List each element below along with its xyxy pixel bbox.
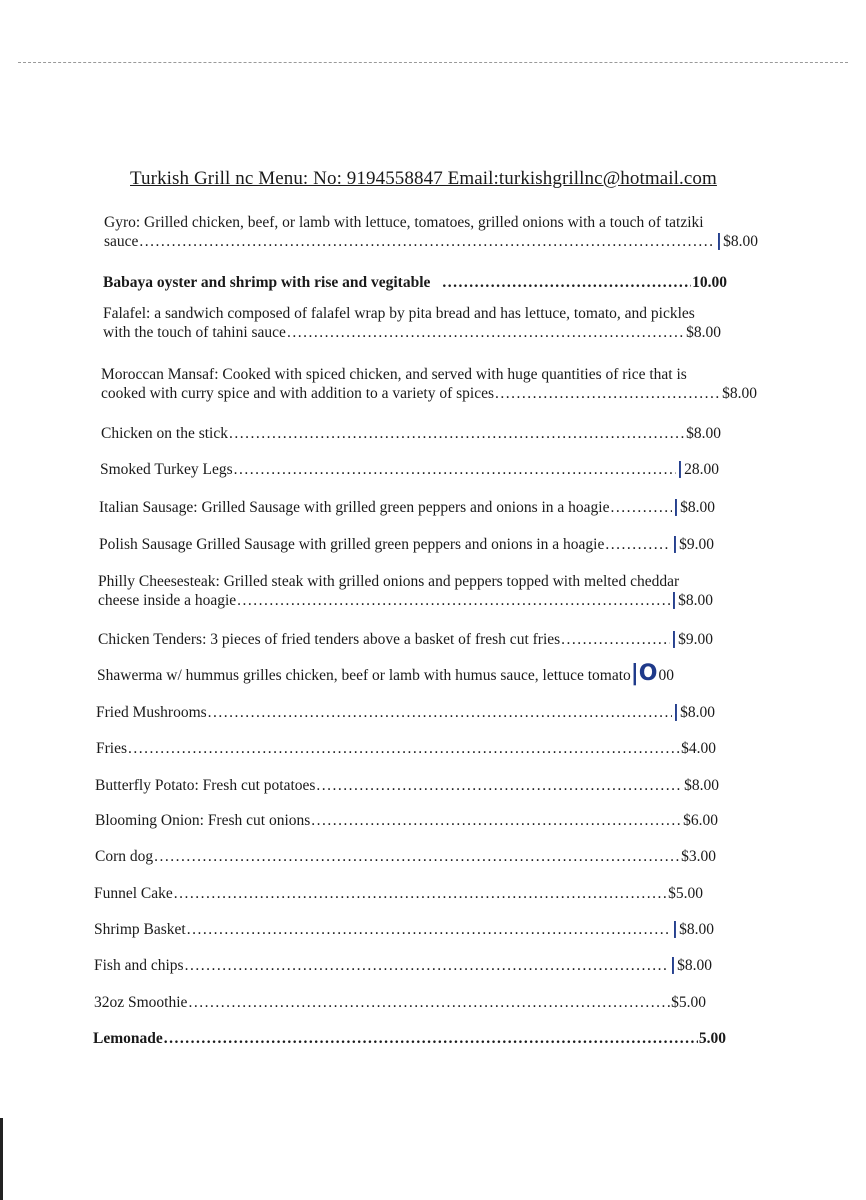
item-name: Corn dog — [95, 848, 154, 865]
leader-dots — [287, 323, 685, 342]
handwritten-mark: | — [672, 702, 680, 722]
item-name: Fried Mushrooms — [96, 704, 207, 721]
item-name: Falafel: a sandwich composed of falafel wrap by pita bread and has lettuce, tomato, and pickles — [103, 305, 695, 322]
menu-item-turkey-legs — [100, 460, 719, 479]
menu-item-butterfly-potato — [95, 776, 719, 795]
handwritten-mark: | — [670, 590, 678, 610]
menu-item-philly — [98, 572, 734, 610]
handwritten-mark: |O — [630, 661, 658, 686]
leader-dots — [188, 993, 670, 1012]
item-price: $5.00 — [671, 994, 706, 1011]
menu-item-shawerma — [97, 661, 717, 686]
item-name: Moroccan Mansaf: Cooked with spiced chicken, and served with huge quantities of rice that is — [101, 366, 687, 383]
leader-dots — [154, 847, 680, 866]
menu-item-gyro — [104, 213, 758, 251]
leader-dots — [611, 498, 672, 517]
handwritten-mark: | — [669, 955, 677, 975]
item-name: Polish Sausage Grilled Sausage with grilled green peppers and onions in a hoagie — [99, 536, 605, 553]
leader-dots — [442, 273, 691, 292]
item-price: $4.00 — [681, 740, 716, 757]
item-name: Smoked Turkey Legs — [100, 461, 233, 478]
handwritten-mark: | — [672, 497, 680, 517]
menu-item-chicken-stick — [101, 424, 721, 443]
menu-item-fish-chips — [94, 956, 712, 975]
item-name: 32oz Smoothie — [94, 994, 188, 1011]
leader-dots — [128, 739, 680, 758]
menu-item-smoothie — [94, 993, 706, 1012]
item-price: $8.00 — [678, 592, 713, 609]
item-name-cont: with the touch of tahini sauce — [103, 324, 286, 341]
item-price: 5.00 — [698, 1030, 726, 1047]
menu-item-babaya — [103, 273, 727, 292]
item-name: Shrimp Basket — [94, 921, 186, 938]
scan-top-rule — [18, 62, 848, 63]
menu-item-corn-dog — [95, 847, 716, 866]
item-price: 00 — [658, 667, 675, 684]
leader-dots — [187, 920, 671, 939]
leader-dots — [311, 811, 682, 830]
item-price: $9.00 — [678, 631, 713, 648]
item-price: $8.00 — [722, 385, 757, 402]
handwritten-mark: | — [671, 919, 679, 939]
item-name: Blooming Onion: Fresh cut onions — [95, 812, 311, 829]
leader-dots — [605, 535, 671, 554]
item-name: Chicken Tenders: 3 pieces of fried tenders above a basket of fresh cut fries — [98, 631, 561, 648]
item-name: Lemonade — [93, 1030, 163, 1047]
item-price: 28.00 — [684, 461, 719, 478]
menu-item-fried-mushrooms — [96, 703, 715, 722]
item-name-cont: cooked with curry spice and with addition to a variety of spices — [101, 385, 494, 402]
handwritten-mark: | — [670, 629, 678, 649]
menu-item-funnel-cake — [94, 884, 703, 903]
handwritten-mark: | — [671, 534, 679, 554]
item-price: $8.00 — [679, 921, 714, 938]
menu-item-shrimp-basket — [94, 920, 714, 939]
leader-dots — [234, 460, 676, 479]
leader-dots — [495, 384, 721, 403]
item-price: $8.00 — [680, 499, 715, 516]
item-name: Fries — [96, 740, 127, 757]
item-price: $5.00 — [668, 885, 703, 902]
menu-title: Turkish Grill nc Menu: No: 9194558847 Email:turkishgrillnc@hotmail.com — [130, 168, 717, 189]
item-price: $8.00 — [680, 704, 715, 721]
item-price: 10.00 — [692, 274, 727, 291]
leader-dots — [316, 776, 683, 795]
menu-item-blooming-onion — [95, 811, 718, 830]
item-name: Chicken on the stick — [101, 425, 228, 442]
item-name: Shawerma w/ hummus grilles chicken, beef or lamb with humus sauce, lettuce tomato — [97, 667, 631, 684]
leader-dots — [237, 591, 670, 610]
menu-item-polish-sausage — [99, 535, 714, 554]
item-name: Butterfly Potato: Fresh cut potatoes — [95, 777, 316, 794]
item-name: Fish and chips — [94, 957, 184, 974]
menu-item-chicken-tenders — [98, 630, 713, 649]
item-price: $8.00 — [684, 777, 719, 794]
menu-item-fries — [96, 739, 716, 758]
scan-edge-mark — [0, 1118, 3, 1200]
menu-item-italian-sausage — [99, 498, 715, 517]
leader-dots — [139, 232, 714, 251]
item-name: Philly Cheesesteak: Grilled steak with grilled onions and peppers topped with melted cheddar — [98, 573, 680, 590]
leader-dots — [561, 630, 670, 649]
leader-dots — [164, 1029, 698, 1048]
item-price: $9.00 — [679, 536, 714, 553]
item-name-cont: cheese inside a hoagie — [98, 592, 237, 609]
leader-dots — [185, 956, 669, 975]
item-price: $3.00 — [681, 848, 716, 865]
item-name: Funnel Cake — [94, 885, 173, 902]
leader-dots — [229, 424, 685, 443]
item-price: $8.00 — [686, 324, 721, 341]
item-price: $6.00 — [683, 812, 718, 829]
leader-dots — [174, 884, 667, 903]
leader-dots — [208, 703, 672, 722]
handwritten-mark: | — [715, 231, 723, 251]
item-name-cont: sauce — [104, 233, 139, 250]
item-name: Babaya oyster and shrimp with rise and vegitable — [103, 274, 431, 291]
handwritten-mark: | — [676, 459, 684, 479]
item-price: $8.00 — [723, 233, 758, 250]
item-name: Gyro: Grilled chicken, beef, or lamb with lettuce, tomatoes, grilled onions with a touch of tatziki — [104, 214, 704, 231]
menu-item-mansaf — [101, 365, 757, 403]
item-price: $8.00 — [686, 425, 721, 442]
item-name: Italian Sausage: Grilled Sausage with grilled green peppers and onions in a hoagie — [99, 499, 610, 516]
menu-item-falafel — [103, 304, 748, 342]
menu-item-lemonade — [93, 1029, 726, 1048]
item-price: $8.00 — [677, 957, 712, 974]
